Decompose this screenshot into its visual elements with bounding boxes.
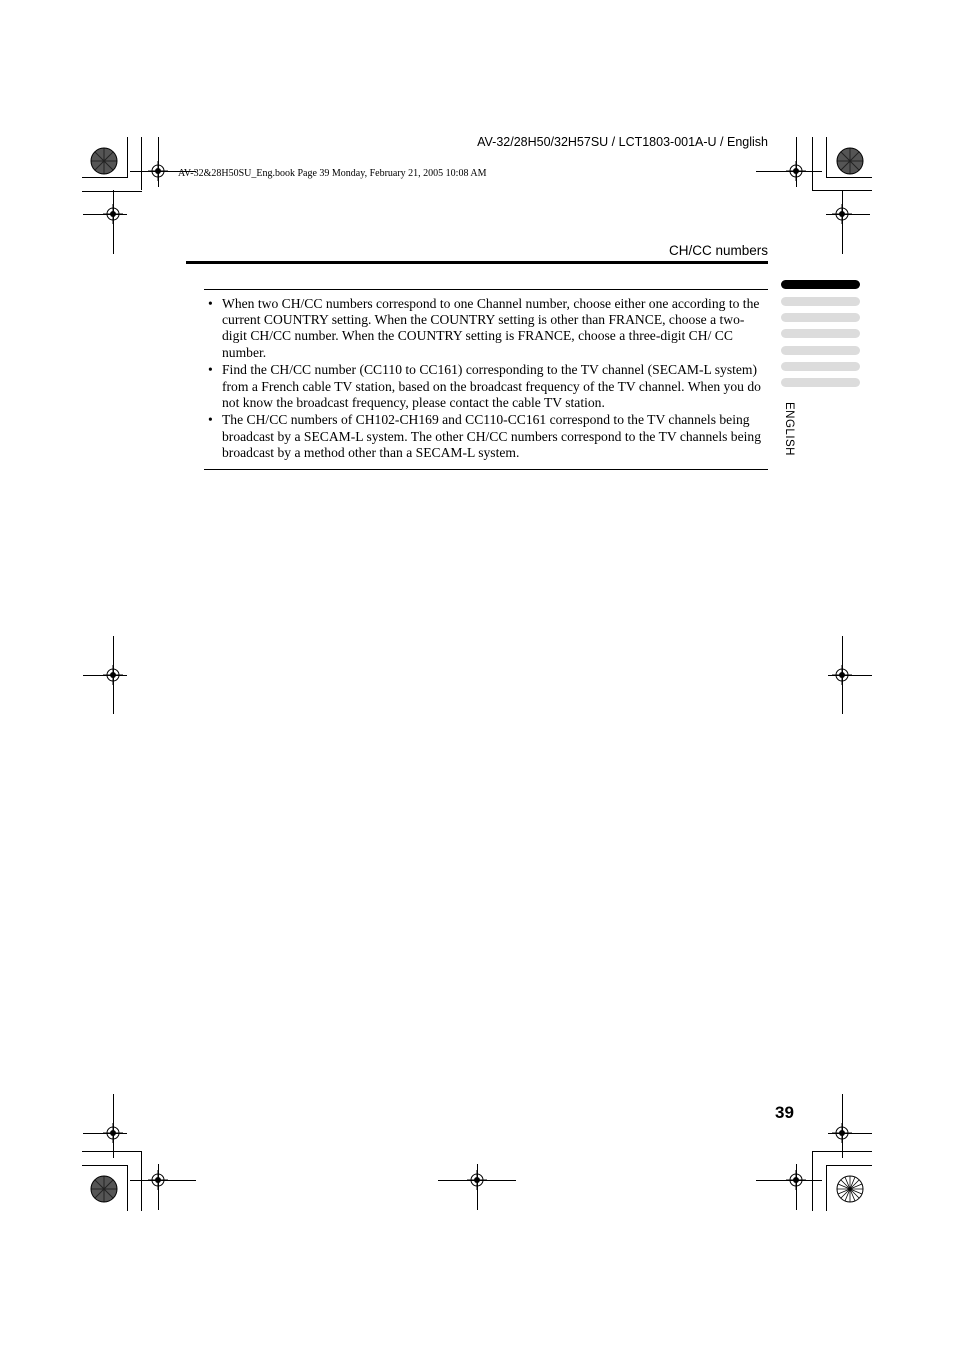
crop-mark — [812, 1151, 813, 1211]
crop-mark — [113, 190, 114, 254]
book-file-info: AV-32&28H50SU_Eng.book Page 39 Monday, February 21, 2005 10:08 AM — [178, 168, 487, 179]
sunburst-mark-icon — [836, 1175, 864, 1203]
sunburst-mark-icon — [90, 1175, 118, 1203]
document-id: AV-32/28H50/32H57SU / LCT1803-001A-U / English — [477, 135, 768, 149]
crop-mark — [158, 137, 159, 187]
notes-box — [204, 289, 768, 470]
language-label: ENGLISH — [783, 402, 795, 456]
crop-mark — [82, 177, 128, 178]
crop-mark — [127, 137, 128, 177]
crop-mark — [796, 1164, 797, 1210]
sunburst-mark-icon — [836, 147, 864, 175]
crop-mark — [141, 137, 142, 190]
crop-mark — [826, 1165, 872, 1166]
crop-mark — [826, 137, 827, 177]
crop-mark — [826, 1165, 827, 1211]
chapter-tab — [781, 362, 860, 371]
page-number: 39 — [775, 1103, 794, 1122]
crop-mark — [82, 1151, 142, 1152]
chapter-tab-active — [781, 280, 860, 289]
chapter-tab — [781, 378, 860, 387]
crop-mark — [842, 1094, 843, 1158]
crop-mark — [842, 190, 843, 254]
list-item — [204, 296, 768, 361]
chapter-tab — [781, 329, 860, 338]
crop-mark — [842, 636, 843, 714]
crop-mark — [82, 191, 142, 192]
crop-mark — [82, 1165, 128, 1166]
title-rule — [186, 261, 768, 264]
note-text: When two CH/CC numbers correspond to one Channel number, choose either one according to the current COUNTRY setting. When the COUNTRY setting is other than FRANCE, choose a two-digit CH/CC number. When the COUNTRY setting is FRANCE, choose a three-digit CH/ CC number. — [222, 296, 760, 360]
crop-mark — [113, 636, 114, 714]
crop-mark — [158, 1164, 159, 1210]
chapter-tab — [781, 297, 860, 306]
crop-mark — [826, 214, 870, 215]
crop-mark — [141, 1151, 142, 1211]
chapter-tab — [781, 346, 860, 355]
crop-mark — [826, 177, 872, 178]
crop-mark — [812, 1151, 872, 1152]
bullet: • — [208, 412, 213, 428]
note-text: The CH/CC numbers of CH102-CH169 and CC110-CC161 correspond to the TV channels being broadcast by a SECAM-L system. The other CH/CC numbers correspond to the TV channels being broadcast by a method other than a SECAM-L system. — [222, 412, 762, 460]
bullet: • — [208, 362, 213, 378]
crop-mark — [113, 1094, 114, 1158]
crop-mark — [477, 1164, 478, 1210]
note-text: Find the CH/CC number (CC110 to CC161) corresponding to the TV channel (SECAM-L system) from a French cable TV station, based on the broadcast frequency of the TV channel. When you do not know the broadcast frequency, please contact the cable TV station. — [222, 362, 761, 410]
chapter-tab — [781, 313, 860, 322]
crop-mark — [83, 675, 127, 676]
crop-mark — [83, 1133, 127, 1134]
section-title: CH/CC numbers — [668, 243, 768, 258]
notes-list — [204, 296, 768, 461]
crop-mark — [828, 1133, 872, 1134]
sunburst-mark-icon — [90, 147, 118, 175]
bullet: • — [208, 296, 213, 311]
crop-mark — [828, 675, 872, 676]
crop-mark — [796, 137, 797, 187]
crop-mark — [812, 137, 813, 190]
crop-mark — [756, 1180, 822, 1181]
list-item — [204, 412, 768, 461]
crop-mark — [130, 1180, 196, 1181]
list-item — [204, 362, 768, 411]
crop-mark — [83, 214, 127, 215]
crop-mark — [127, 1165, 128, 1211]
crop-mark — [756, 171, 822, 172]
